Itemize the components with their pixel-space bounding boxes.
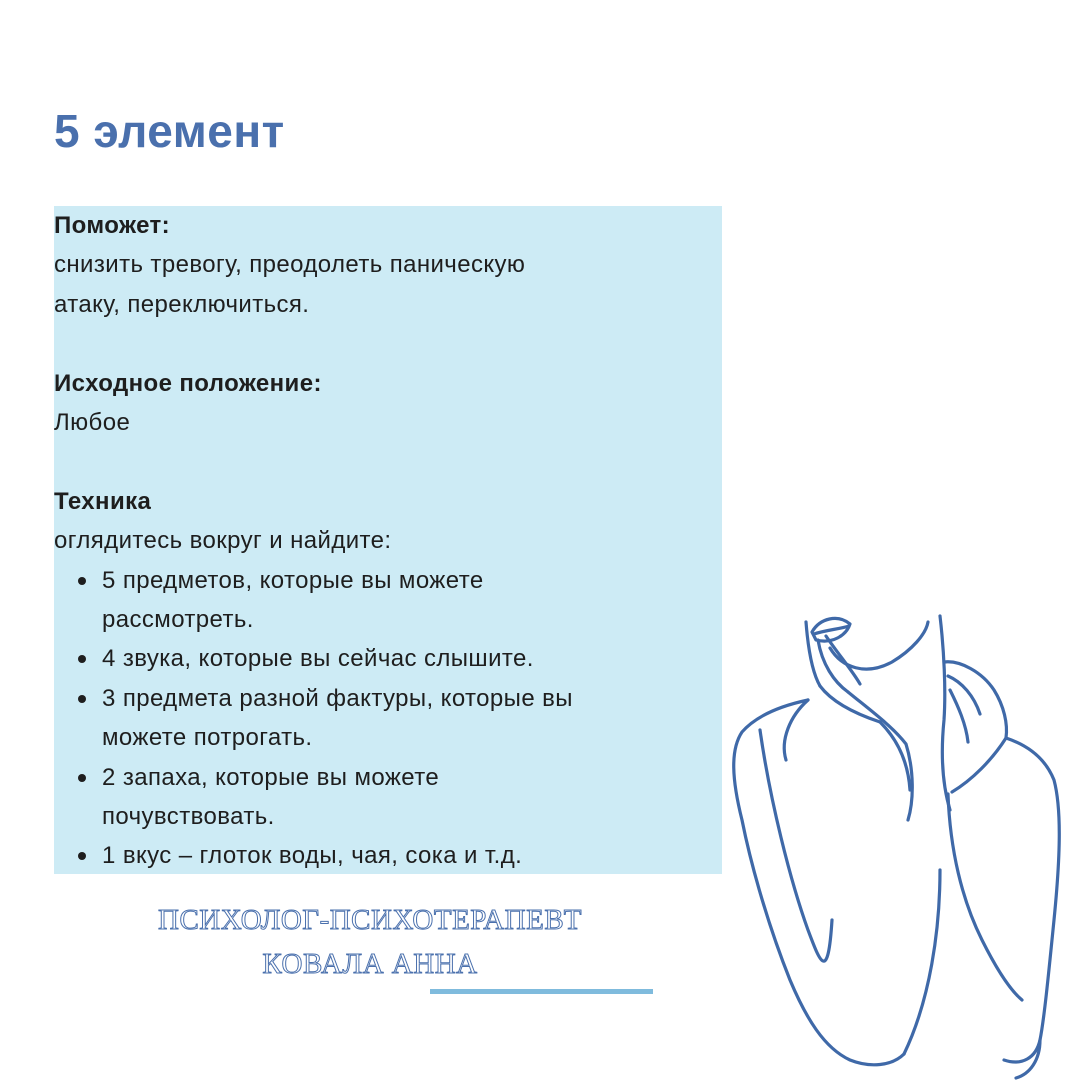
woman-line-art-icon xyxy=(720,600,1080,1080)
technique-list xyxy=(54,561,722,876)
list-item xyxy=(102,836,722,875)
helps-text-line: атаку, переключиться. xyxy=(54,290,310,318)
list-item-line: 2 запаха, которые вы можете xyxy=(102,763,440,791)
list-item-line: 3 предмета разной фактуры, которые вы xyxy=(102,684,573,712)
list-item-line: почувствовать. xyxy=(102,803,275,831)
author-signature xyxy=(100,898,640,986)
list-item xyxy=(102,639,722,678)
accent-underline xyxy=(430,989,653,994)
helps-heading: Поможет: xyxy=(54,212,171,239)
exercise-card-content xyxy=(54,206,722,876)
author-title: ПСИХОЛОГ-ПСИХОТЕРАПЕВТ xyxy=(158,904,582,936)
list-item-line: можете потрогать. xyxy=(102,724,313,752)
list-item xyxy=(102,679,722,758)
helps-text-line: снизить тревогу, преодолеть паническую xyxy=(54,251,526,279)
exercise-card xyxy=(54,206,722,874)
list-item-line: 5 предметов, которые вы можете xyxy=(102,566,484,594)
technique-heading: Техника xyxy=(54,487,152,515)
list-item-line: рассмотреть. xyxy=(102,606,254,634)
spacer xyxy=(54,442,722,481)
position-heading: Исходное положение: xyxy=(54,369,322,397)
list-item xyxy=(102,758,722,837)
list-item-line: 1 вкус – глоток воды, чая, сока и т.д. xyxy=(102,842,523,870)
page-title: 5 элемент xyxy=(54,105,285,157)
list-item xyxy=(102,561,722,640)
spacer xyxy=(54,324,722,363)
technique-intro: оглядитесь вокруг и найдите: xyxy=(54,527,392,555)
author-name: КОВАЛА АННА xyxy=(262,948,478,980)
list-item-line: 4 звука, которые вы сейчас слышите. xyxy=(102,645,534,673)
position-value: Любое xyxy=(54,409,131,437)
